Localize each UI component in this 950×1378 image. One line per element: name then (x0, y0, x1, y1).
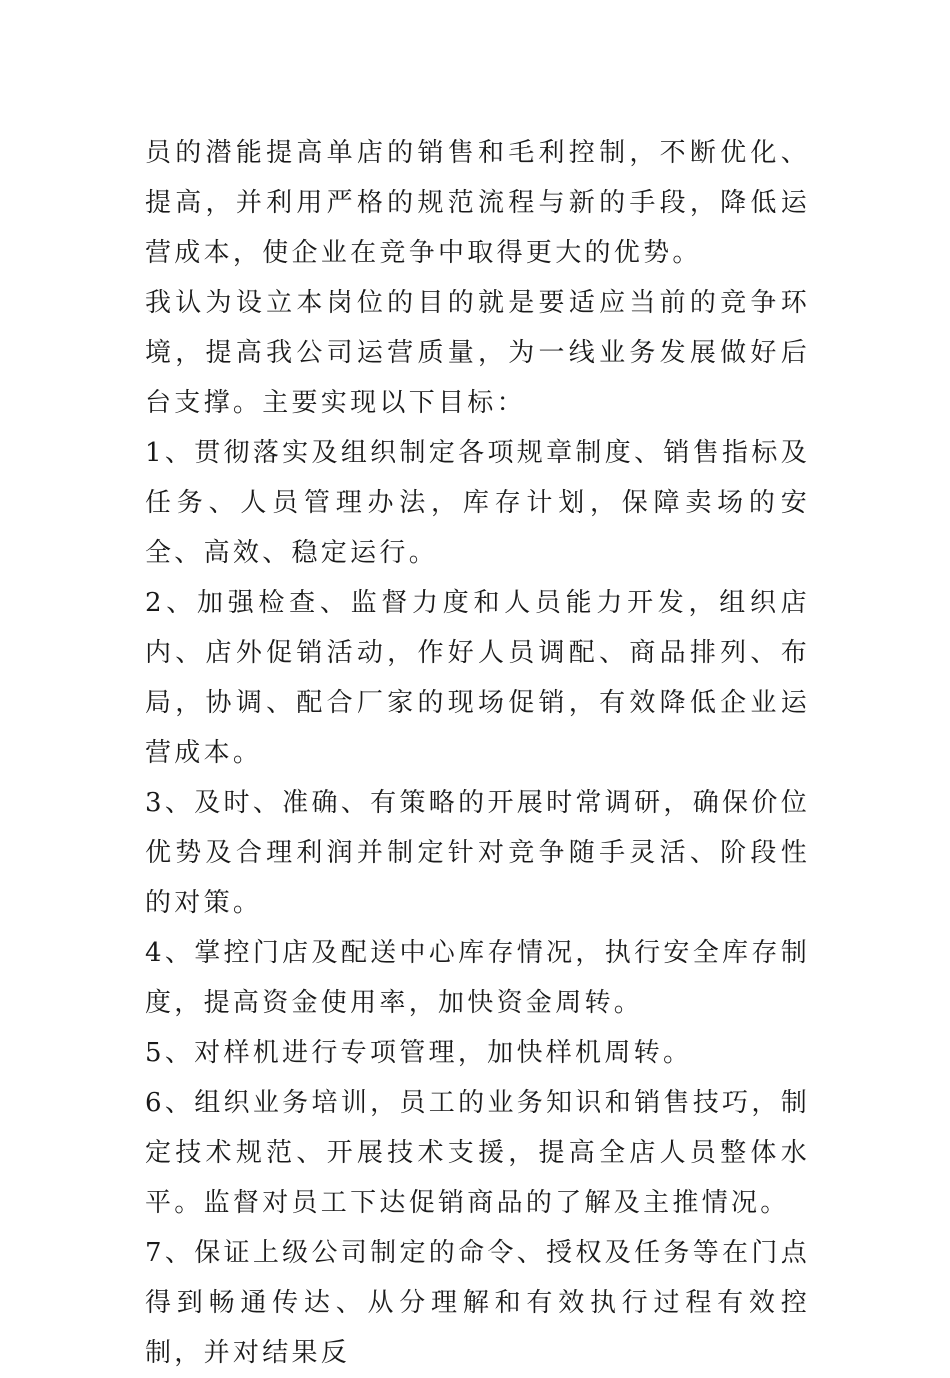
list-item-2: 2、加强检查、监督力度和人员能力开发，组织店内、店外促销活动，作好人员调配、商品排列、布局，协调、配合厂家的现场促销，有效降低企业运营成本。 (145, 588, 810, 768)
list-item-5: 5、对样机进行专项管理，加快样机周转。 (145, 1038, 693, 1068)
paragraph-intro-continuation: 员的潜能提高单店的销售和毛利控制，不断优化、提高，并利用严格的规范流程与新的手段，降低运营成本，使企业在竞争中取得更大的优势。 (145, 138, 810, 268)
list-item-3: 3、及时、准确、有策略的开展时常调研，确保价位优势及合理利润并制定针对竞争随手灵活、阶段性的对策。 (145, 788, 810, 918)
list-item-4: 4、掌控门店及配送中心库存情况，执行安全库存制度，提高资金使用率，加快资金周转。 (145, 938, 810, 1018)
list-item-7: 7、保证上级公司制定的命令、授权及任务等在门点得到畅通传达、从分理解和有效执行过程有效控制，并对结果反 (145, 1238, 810, 1368)
document-body (145, 128, 810, 1378)
list-item-1: 1、贯彻落实及组织制定各项规章制度、销售指标及任务、人员管理办法，库存计划，保障卖场的安全、高效、稳定运行。 (145, 438, 810, 568)
list-item-6: 6、组织业务培训，员工的业务知识和销售技巧，制定技术规范、开展技术支援，提高全店人员整体水平。监督对员工下达促销商品的了解及主推情况。 (145, 1088, 810, 1218)
paragraph-purpose: 我认为设立本岗位的目的就是要适应当前的竞争环境，提高我公司运营质量，为一线业务发展做好后台支撑。主要实现以下目标： (145, 288, 810, 418)
